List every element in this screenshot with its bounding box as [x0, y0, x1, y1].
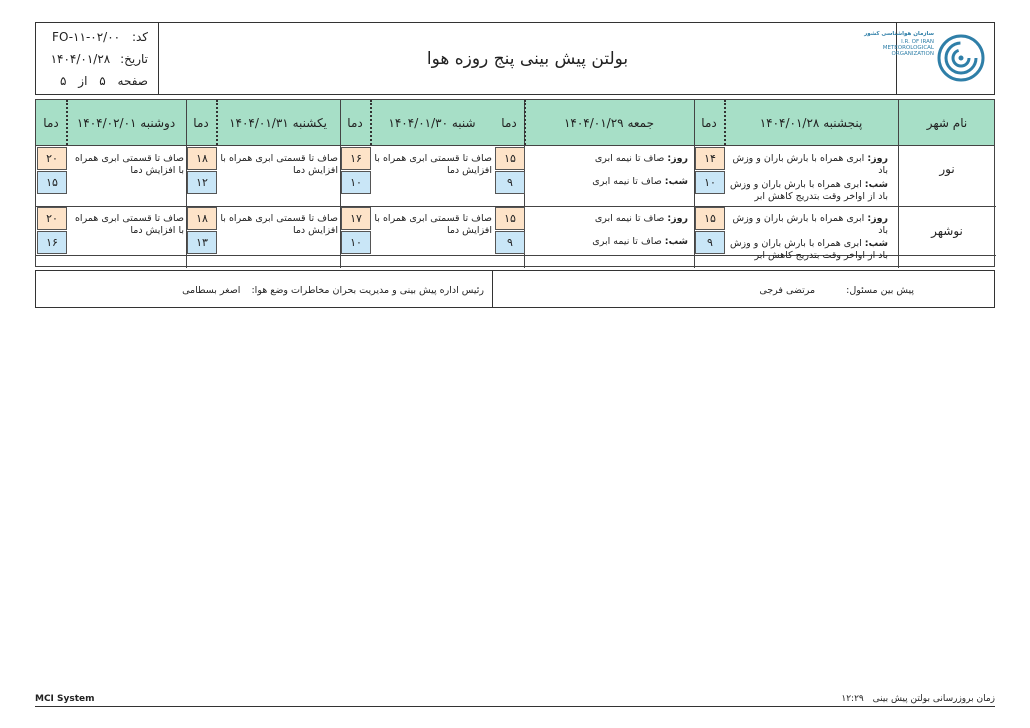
forecast-text: صاف تا قسمتی ابری همراه با افزایش دما [74, 213, 184, 236]
forecast-text: ابری همراه با بارش باران و وزش باد از اواخر وقت بتدریج کاهش ابر [729, 238, 888, 261]
code-label: کد: [131, 30, 148, 44]
forecast-night-text [728, 238, 888, 262]
day-label: روز: [867, 213, 888, 224]
max-temp: ۱۴ [695, 147, 725, 170]
bulletin-header [35, 22, 995, 95]
night-label: شب: [864, 179, 888, 190]
page-title: بولتن پیش بینی پنج روزه هوا [426, 48, 629, 69]
meteorological-organization-logo [936, 31, 986, 83]
head-name: اصغر بسطامی [182, 285, 241, 296]
min-temp: ۱۰ [341, 171, 371, 194]
max-temp: ۱۵ [495, 147, 525, 170]
forecast-text: صاف تا قسمتی ابری همراه با افزایش دما [220, 213, 338, 236]
max-temp: ۱۵ [495, 207, 525, 230]
min-temp: ۱۵ [37, 171, 67, 194]
forecast-text: صاف تا نیمه ابری [592, 236, 662, 247]
update-time [841, 694, 995, 704]
page-number: ۵ [99, 74, 106, 88]
max-temp: ۱۵ [695, 207, 725, 230]
day-header-3: شنبه ۱۴۰۴/۰۱/۳۰ [388, 115, 476, 130]
night-label: شب: [664, 176, 688, 187]
min-temp: ۱۳ [187, 231, 217, 254]
forecaster-signature [759, 285, 914, 296]
forecaster-name: مرتضی فرجی [759, 285, 816, 296]
forecast-day-text [528, 153, 688, 165]
page-label: صفحه [117, 74, 148, 88]
forecast-text: صاف تا قسمتی ابری همراه با افزایش دما [374, 213, 492, 236]
max-temp: ۱۸ [187, 147, 217, 170]
logo-text-line3: METEOROLOGICAL [882, 45, 934, 51]
day-label: روز: [667, 213, 688, 224]
head-label: رئیس اداره پیش بینی و مدیریت بحران مخاطرات وضع هوا: [251, 285, 484, 296]
day-label: روز: [867, 153, 888, 164]
max-temp: ۱۶ [341, 147, 371, 170]
forecaster-label: پیش بین مسئول: [846, 285, 914, 296]
day-header-1: پنجشنبه ۱۴۰۴/۰۱/۲۸ [759, 115, 863, 130]
update-label: زمان بروزرسانی بولتن پیش بینی [872, 694, 995, 704]
min-temp: ۹ [495, 231, 525, 254]
min-temp: ۱۶ [37, 231, 67, 254]
date-value: ۱۴۰۴/۰۱/۲۸ [50, 52, 111, 66]
temp-header-2: دما [501, 115, 517, 130]
max-temp: ۲۰ [37, 147, 67, 170]
page-of: از [78, 74, 88, 88]
min-temp: ۱۲ [187, 171, 217, 194]
forecast-night-text [528, 236, 688, 248]
temp-header-1: دما [701, 115, 717, 130]
forecast-text: صاف تا نیمه ابری [592, 176, 662, 187]
city-name: نوشهر [931, 224, 963, 238]
forecast-night-text [528, 176, 688, 188]
system-name: MCI System [35, 694, 95, 704]
page-row [60, 74, 148, 88]
code-row [52, 30, 148, 44]
forecast-day-text [728, 213, 888, 237]
forecast-text: صاف تا نیمه ابری [594, 153, 665, 164]
date-row [51, 52, 148, 66]
date-label: تاریخ: [120, 52, 148, 66]
temp-header-5: دما [43, 115, 59, 130]
night-label: شب: [664, 236, 688, 247]
logo-text-line4: ORGANIZATION [891, 51, 934, 57]
min-temp: ۹ [695, 231, 725, 254]
max-temp: ۲۰ [37, 207, 67, 230]
night-label: شب: [864, 238, 888, 249]
min-temp: ۱۰ [341, 231, 371, 254]
forecast-table [35, 99, 995, 267]
footer-divider [35, 706, 995, 707]
page-total: ۵ [60, 74, 67, 88]
update-time-value: ۱۲:۲۹ [841, 694, 864, 704]
day-header-2: جمعه ۱۴۰۴/۰۱/۲۹ [563, 115, 655, 130]
forecast-text: ابری همراه با بارش باران و وزش باد [732, 153, 888, 176]
day-label: روز: [667, 153, 688, 164]
city-name: نور [939, 162, 955, 176]
logo-text-fa: سازمان هواشناسی کشور [864, 31, 934, 37]
forecast-text: صاف تا قسمتی ابری همراه با افزایش دما [74, 153, 184, 176]
logo-cell [864, 23, 994, 94]
forecast-text: ابری همراه با بارش باران و وزش باد از اواخر وقت بتدریج کاهش ابر [729, 179, 888, 202]
temp-header-4: دما [193, 115, 209, 130]
signature-block [35, 270, 995, 308]
logo-text-line2: I.R. OF IRAN [901, 39, 934, 45]
max-temp: ۱۸ [187, 207, 217, 230]
max-temp: ۱۷ [341, 207, 371, 230]
day-header-4: یکشنبه ۱۴۰۴/۰۱/۳۱ [229, 115, 327, 130]
forecast-text: صاف تا نیمه ابری [594, 213, 665, 224]
forecast-text: صاف تا قسمتی ابری همراه با افزایش دما [374, 153, 492, 176]
forecast-day-text [528, 213, 688, 225]
forecast-text: ابری همراه با بارش باران و وزش باد [732, 213, 888, 236]
forecast-day-text [728, 153, 888, 177]
meta-cell [36, 23, 159, 94]
code-value: FO-۱۱-۰۲/۰۰ [52, 30, 121, 44]
forecast-night-text [728, 179, 888, 203]
min-temp: ۱۰ [695, 171, 725, 194]
min-temp: ۹ [495, 171, 525, 194]
temp-header-3: دما [347, 115, 363, 130]
head-signature [182, 285, 484, 296]
day-header-5: دوشنبه ۱۴۰۴/۰۲/۰۱ [76, 115, 176, 130]
forecast-text: صاف تا قسمتی ابری همراه با افزایش دما [220, 153, 338, 176]
city-column-header: نام شهر [926, 115, 968, 130]
